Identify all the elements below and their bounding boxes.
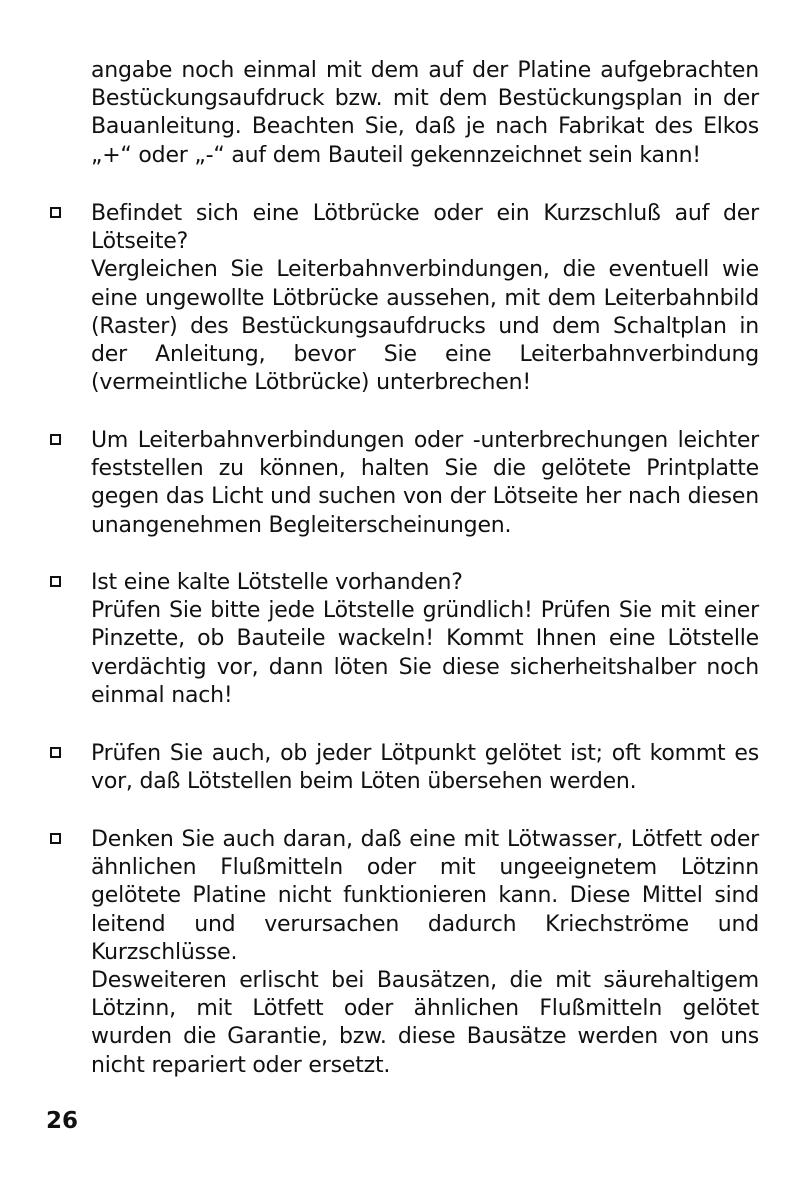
warranty-paragraph: Desweiteren erlischt bei Bausätzen, die mit säurehaltigem Lötzinn, mit Lötfett oder ähnlichen Flußmitteln gelötet wurden die Garantie, bzw. diese Bausätze werden von uns nicht repariert oder ersetzt. <box>91 968 759 1078</box>
list-item-text <box>91 740 759 796</box>
list-item-text <box>91 200 759 397</box>
list-item-text <box>91 427 759 540</box>
list-item-question: Ist eine kalte Lötstelle vorhanden? <box>91 570 463 595</box>
list-item-body: Um Leiterbahnverbindungen oder -unterbrechungen leichter feststellen zu können, halten Sie die gelötete Printplatte gegen das Licht und suchen von der Lötseite her nach diesen unangenehmen Begleiterscheinungen. <box>91 428 759 538</box>
checkbox-bullet-icon <box>50 833 61 844</box>
checkbox-bullet-icon <box>50 747 61 758</box>
list-item-question: Befindet sich eine Lötbrücke oder ein Kurzschluß auf der Lötseite? <box>91 201 759 255</box>
list-item-body: Vergleichen Sie Leiterbahnverbindungen, die eventuell wie eine ungewollte Lötbrücke aussehen, mit dem Leiterbahnbild (Raster) des Bestückungsaufdrucks und dem Schaltplan in der Anleitung, bevor Sie eine Leiterbahnverbindung (vermeintliche Lötbrücke) unterbrechen! <box>91 257 759 396</box>
list-item-text <box>91 569 759 710</box>
page-number: 26 <box>46 1108 79 1134</box>
list-item-body: Prüfen Sie bitte jede Lötstelle gründlich! Prüfen Sie mit einer Pinzette, ob Bauteile wackeln! Kommt Ihnen eine Lötstelle verdächtig vor, dann löten Sie diese sicherheitshalber noch einmal nach! <box>91 598 759 708</box>
list-item-text <box>91 826 759 967</box>
continuation-paragraph: angabe noch einmal mit dem auf der Platine aufgebrachten Bestückungsaufdruck bzw. mit dem Bestückungsplan in der Bauanleitung. Beachten Sie, daß je nach Fabrikat des Elkos „+“ oder „-“ auf dem Bauteil gekennzeichnet sein kann! <box>91 58 759 168</box>
list-item-body: Denken Sie auch daran, daß eine mit Lötwasser, Lötfett oder ähnlichen Flußmitteln oder mit ungeeignetem Lötzinn gelötete Platine nicht funktionieren kann. Diese Mittel sind leitend und verursachen dadurch Kriechströme und Kurzschlüsse. <box>91 827 759 965</box>
checkbox-bullet-icon <box>50 207 61 218</box>
checkbox-bullet-icon <box>50 576 61 587</box>
checkbox-bullet-icon <box>50 434 61 445</box>
list-item-body: Prüfen Sie auch, ob jeder Lötpunkt gelötet ist; oft kommt es vor, daß Lötstellen beim Löten übersehen werden. <box>91 741 759 795</box>
